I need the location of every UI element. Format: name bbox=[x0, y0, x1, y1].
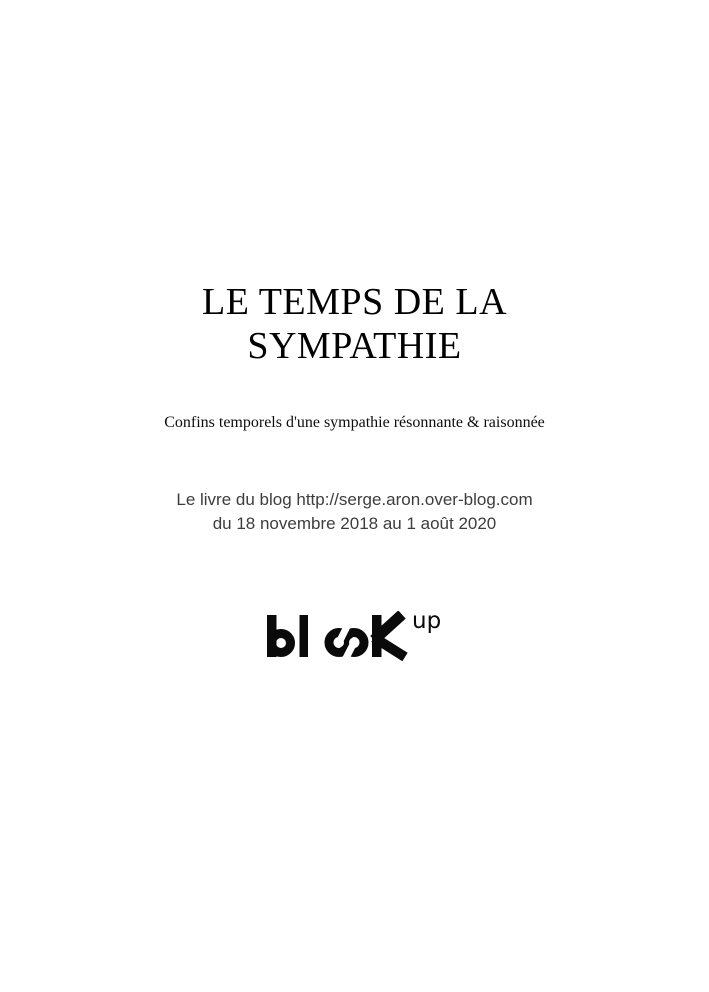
book-subtitle: Confins temporels d'une sympathie résonnante & raisonnée bbox=[164, 414, 545, 431]
blookup-logo-icon bbox=[267, 611, 443, 663]
book-title: LE TEMPS DE LA SYMPATHIE bbox=[201, 281, 508, 367]
source-line-blog-url: Le livre du blog http://serge.aron.over-blog.com bbox=[176, 490, 533, 509]
blookup-logo bbox=[0, 611, 709, 663]
blog-source-block bbox=[0, 488, 709, 536]
source-line-date-range: du 18 novembre 2018 au 1 août 2020 bbox=[212, 514, 497, 533]
logo-sup-text: up bbox=[411, 611, 441, 634]
